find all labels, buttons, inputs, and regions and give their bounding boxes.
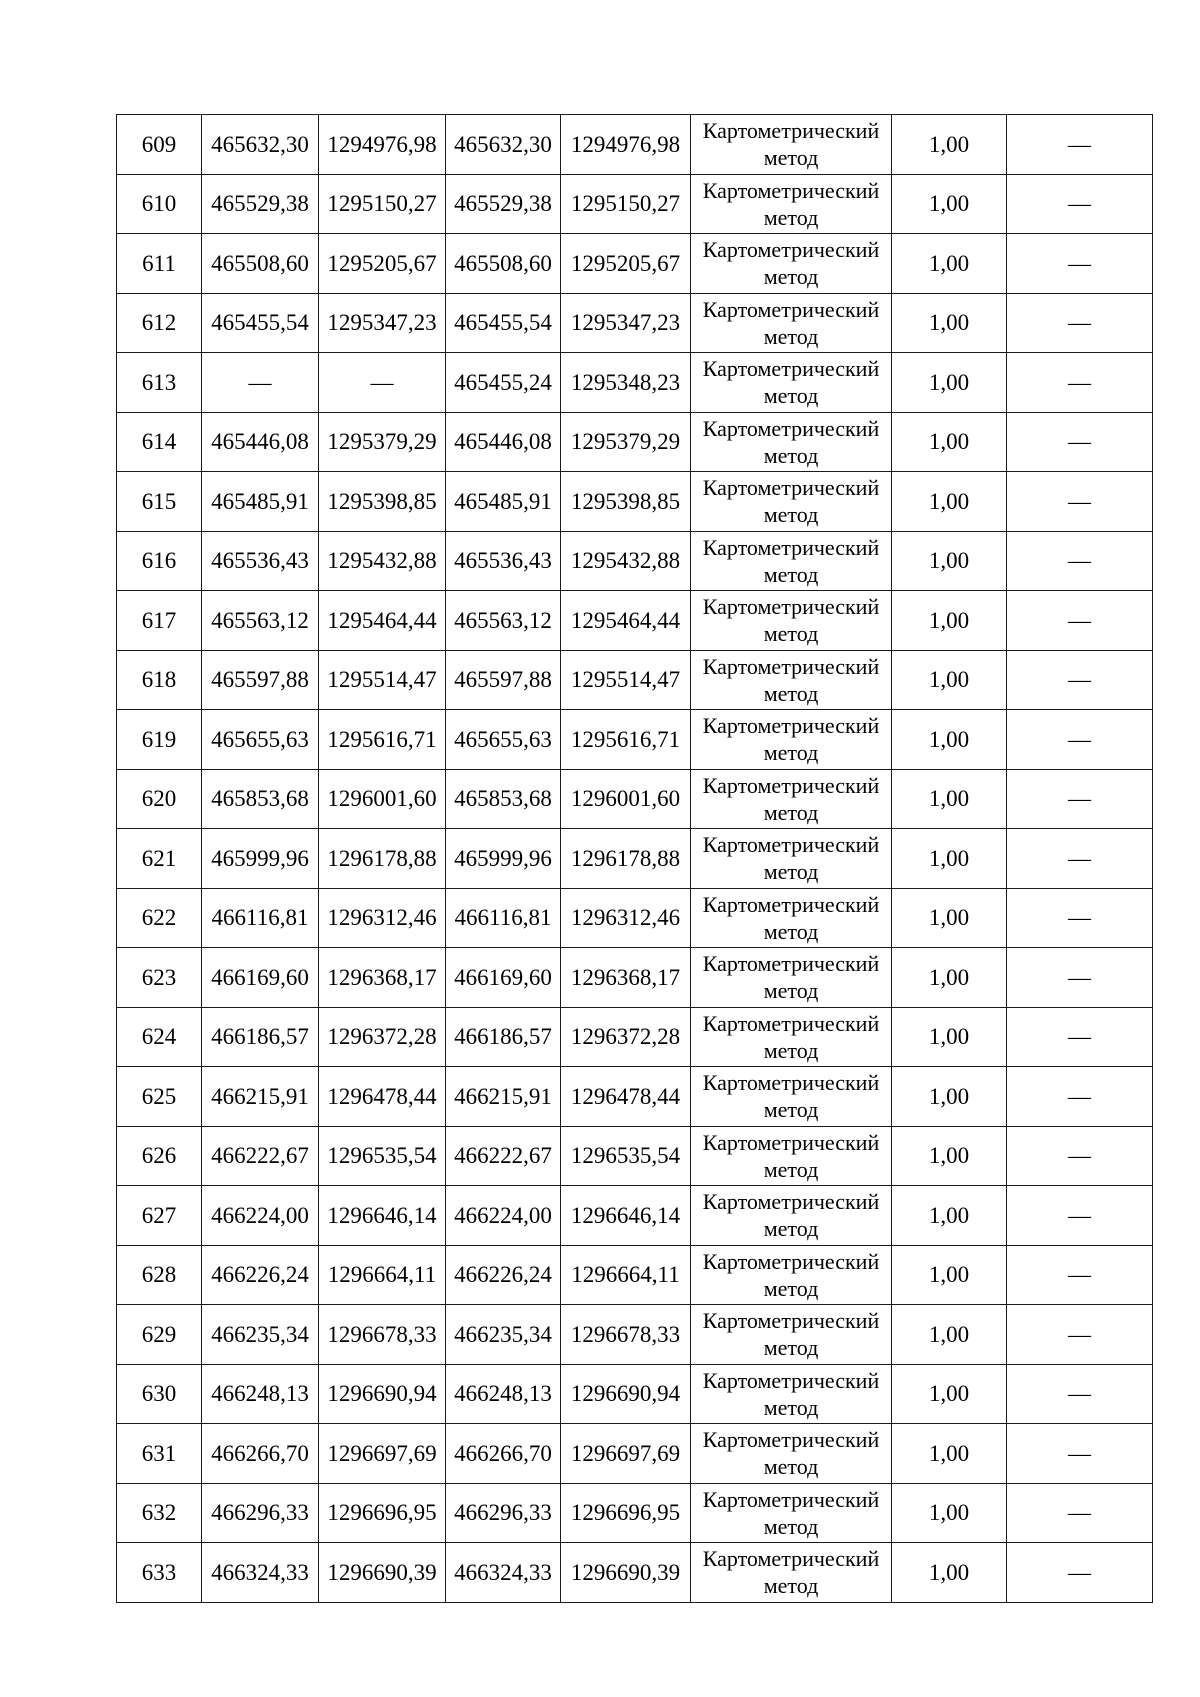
- note-cell: —: [1007, 888, 1153, 948]
- refined-x-cell: 466169,60: [446, 948, 561, 1008]
- refined-x-cell: 466324,33: [446, 1543, 561, 1603]
- method-line-1: Картометрический: [702, 951, 880, 976]
- table-row: [117, 1245, 1153, 1305]
- method-line-1: Картометрический: [702, 296, 880, 322]
- method-line-2: метод: [763, 740, 819, 765]
- refined-y-cell: 1295398,85: [561, 472, 691, 532]
- method-line-1: Картометрический: [702, 534, 880, 560]
- point-number-cell: 632: [117, 1483, 202, 1543]
- existing-x-cell: 466266,70: [202, 1424, 319, 1484]
- method-cell: [691, 1424, 892, 1484]
- method-line-2: метод: [763, 1097, 819, 1122]
- point-number-cell: 614: [117, 412, 202, 472]
- note-cell: —: [1007, 1245, 1153, 1305]
- refined-x-cell: 466224,00: [446, 1186, 561, 1246]
- accuracy-cell: 1,00: [892, 1126, 1007, 1186]
- table-row: [117, 710, 1153, 770]
- point-number-cell: 623: [117, 948, 202, 1008]
- accuracy-cell: 1,00: [892, 1483, 1007, 1543]
- method-line-2: метод: [763, 323, 819, 349]
- note-cell: —: [1007, 710, 1153, 770]
- table-row: [117, 888, 1153, 948]
- note-cell: —: [1007, 1067, 1153, 1127]
- refined-y-cell: 1296678,33: [561, 1305, 691, 1365]
- existing-x-cell: 465655,63: [202, 710, 319, 770]
- note-cell: —: [1007, 1543, 1153, 1603]
- method-cell: [691, 1245, 892, 1305]
- accuracy-cell: 1,00: [892, 1305, 1007, 1365]
- table-row: [117, 412, 1153, 472]
- refined-y-cell: 1296001,60: [561, 769, 691, 829]
- table-row: [117, 591, 1153, 651]
- refined-x-cell: 465508,60: [446, 234, 561, 294]
- note-cell: —: [1007, 115, 1153, 175]
- existing-x-cell: 465563,12: [202, 591, 319, 651]
- table-row: [117, 1424, 1153, 1484]
- method-line-1: Картометрический: [702, 1486, 880, 1512]
- existing-x-cell: —: [202, 353, 319, 413]
- point-number-cell: 629: [117, 1305, 202, 1365]
- point-number-cell: 631: [117, 1424, 202, 1484]
- existing-y-cell: 1296678,33: [319, 1305, 446, 1365]
- existing-x-cell: 466186,57: [202, 1007, 319, 1067]
- accuracy-cell: 1,00: [892, 769, 1007, 829]
- refined-x-cell: 465597,88: [446, 650, 561, 710]
- note-cell: —: [1007, 531, 1153, 591]
- method-line-1: Картометрический: [702, 772, 880, 798]
- method-cell: [691, 710, 892, 770]
- accuracy-cell: 1,00: [892, 353, 1007, 413]
- method-line-1: Картометрический: [702, 1129, 880, 1155]
- note-cell: —: [1007, 1007, 1153, 1067]
- existing-y-cell: 1295347,23: [319, 293, 446, 353]
- point-number-cell: 616: [117, 531, 202, 591]
- accuracy-cell: 1,00: [892, 1245, 1007, 1305]
- refined-y-cell: 1296372,28: [561, 1007, 691, 1067]
- refined-y-cell: 1295432,88: [561, 531, 691, 591]
- refined-x-cell: 465536,43: [446, 531, 561, 591]
- existing-y-cell: 1295205,67: [319, 234, 446, 294]
- existing-y-cell: 1296535,54: [319, 1126, 446, 1186]
- accuracy-cell: 1,00: [892, 1067, 1007, 1127]
- accuracy-cell: 1,00: [892, 293, 1007, 353]
- existing-x-cell: 465485,91: [202, 472, 319, 532]
- table-row: [117, 1007, 1153, 1067]
- table-row: [117, 1186, 1153, 1246]
- existing-x-cell: 466169,60: [202, 948, 319, 1008]
- existing-x-cell: 466248,13: [202, 1364, 319, 1424]
- existing-x-cell: 465999,96: [202, 829, 319, 889]
- refined-x-cell: 465999,96: [446, 829, 561, 889]
- existing-y-cell: 1296178,88: [319, 829, 446, 889]
- method-line-2: метод: [763, 859, 819, 884]
- existing-x-cell: 465853,68: [202, 769, 319, 829]
- note-cell: —: [1007, 174, 1153, 234]
- method-line-2: метод: [763, 204, 819, 230]
- existing-x-cell: 465508,60: [202, 234, 319, 294]
- table-row: [117, 115, 1153, 175]
- point-number-cell: 613: [117, 353, 202, 413]
- method-cell: [691, 293, 892, 353]
- method-line-2: метод: [763, 561, 819, 587]
- note-cell: —: [1007, 591, 1153, 651]
- refined-y-cell: 1296697,69: [561, 1424, 691, 1484]
- point-number-cell: 626: [117, 1126, 202, 1186]
- method-line-1: Картометрический: [702, 1070, 880, 1095]
- existing-y-cell: 1296372,28: [319, 1007, 446, 1067]
- accuracy-cell: 1,00: [892, 115, 1007, 175]
- accuracy-cell: 1,00: [892, 710, 1007, 770]
- method-line-1: Картометрический: [702, 891, 880, 917]
- note-cell: —: [1007, 412, 1153, 472]
- existing-y-cell: 1296664,11: [319, 1245, 446, 1305]
- existing-y-cell: 1295464,44: [319, 591, 446, 651]
- table-row: [117, 353, 1153, 413]
- method-cell: [691, 531, 892, 591]
- accuracy-cell: 1,00: [892, 412, 1007, 472]
- accuracy-cell: 1,00: [892, 234, 1007, 294]
- point-number-cell: 633: [117, 1543, 202, 1603]
- method-cell: [691, 234, 892, 294]
- accuracy-cell: 1,00: [892, 888, 1007, 948]
- existing-y-cell: 1296690,39: [319, 1543, 446, 1603]
- method-line-2: метод: [763, 1216, 819, 1241]
- method-line-2: метод: [763, 918, 819, 944]
- method-cell: [691, 472, 892, 532]
- point-number-cell: 618: [117, 650, 202, 710]
- point-number-cell: 625: [117, 1067, 202, 1127]
- table-row: [117, 174, 1153, 234]
- existing-x-cell: 465455,54: [202, 293, 319, 353]
- accuracy-cell: 1,00: [892, 531, 1007, 591]
- refined-x-cell: 465529,38: [446, 174, 561, 234]
- method-line-1: Картометрический: [702, 1010, 880, 1036]
- refined-y-cell: 1296535,54: [561, 1126, 691, 1186]
- table-row: [117, 531, 1153, 591]
- accuracy-cell: 1,00: [892, 1007, 1007, 1067]
- method-cell: [691, 829, 892, 889]
- method-line-2: метод: [763, 978, 819, 1003]
- note-cell: —: [1007, 829, 1153, 889]
- coordinates-table: [116, 114, 1153, 1603]
- point-number-cell: 611: [117, 234, 202, 294]
- note-cell: —: [1007, 1305, 1153, 1365]
- refined-x-cell: 465455,24: [446, 353, 561, 413]
- refined-y-cell: 1296664,11: [561, 1245, 691, 1305]
- method-line-2: метод: [763, 1394, 819, 1420]
- method-line-1: Картометрический: [702, 713, 880, 738]
- point-number-cell: 615: [117, 472, 202, 532]
- method-line-1: Картометрический: [702, 832, 880, 857]
- method-line-2: метод: [763, 1513, 819, 1539]
- existing-y-cell: 1296690,94: [319, 1364, 446, 1424]
- note-cell: —: [1007, 353, 1153, 413]
- refined-x-cell: 466116,81: [446, 888, 561, 948]
- existing-x-cell: 465597,88: [202, 650, 319, 710]
- refined-y-cell: 1295150,27: [561, 174, 691, 234]
- refined-x-cell: 465853,68: [446, 769, 561, 829]
- refined-x-cell: 466266,70: [446, 1424, 561, 1484]
- existing-y-cell: 1295379,29: [319, 412, 446, 472]
- method-cell: [691, 1007, 892, 1067]
- method-line-1: Картометрический: [702, 356, 880, 381]
- point-number-cell: 630: [117, 1364, 202, 1424]
- refined-x-cell: 465446,08: [446, 412, 561, 472]
- method-line-1: Картометрический: [702, 1248, 880, 1274]
- method-cell: [691, 650, 892, 710]
- existing-y-cell: 1295432,88: [319, 531, 446, 591]
- note-cell: —: [1007, 472, 1153, 532]
- accuracy-cell: 1,00: [892, 174, 1007, 234]
- note-cell: —: [1007, 650, 1153, 710]
- table-row: [117, 1126, 1153, 1186]
- existing-x-cell: 466222,67: [202, 1126, 319, 1186]
- accuracy-cell: 1,00: [892, 591, 1007, 651]
- existing-x-cell: 466226,24: [202, 1245, 319, 1305]
- method-line-1: Картометрический: [702, 1427, 880, 1452]
- table-row: [117, 1364, 1153, 1424]
- refined-y-cell: 1295616,71: [561, 710, 691, 770]
- point-number-cell: 619: [117, 710, 202, 770]
- accuracy-cell: 1,00: [892, 650, 1007, 710]
- point-number-cell: 609: [117, 115, 202, 175]
- refined-x-cell: 466248,13: [446, 1364, 561, 1424]
- method-line-2: метод: [763, 1573, 819, 1598]
- method-line-2: метод: [763, 1275, 819, 1301]
- existing-y-cell: 1296368,17: [319, 948, 446, 1008]
- refined-x-cell: 465485,91: [446, 472, 561, 532]
- refined-y-cell: 1296696,95: [561, 1483, 691, 1543]
- refined-x-cell: 466235,34: [446, 1305, 561, 1365]
- note-cell: —: [1007, 948, 1153, 1008]
- note-cell: —: [1007, 1483, 1153, 1543]
- refined-x-cell: 466215,91: [446, 1067, 561, 1127]
- refined-x-cell: 466226,24: [446, 1245, 561, 1305]
- point-number-cell: 610: [117, 174, 202, 234]
- table-row: [117, 769, 1153, 829]
- existing-x-cell: 465446,08: [202, 412, 319, 472]
- table-body: [117, 115, 1153, 1603]
- method-line-2: метод: [763, 799, 819, 825]
- point-number-cell: 624: [117, 1007, 202, 1067]
- method-line-2: метод: [763, 680, 819, 706]
- existing-x-cell: 466215,91: [202, 1067, 319, 1127]
- note-cell: —: [1007, 769, 1153, 829]
- method-line-2: метод: [763, 1454, 819, 1479]
- existing-y-cell: —: [319, 353, 446, 413]
- method-cell: [691, 1186, 892, 1246]
- method-cell: [691, 1483, 892, 1543]
- existing-x-cell: 466235,34: [202, 1305, 319, 1365]
- method-line-2: метод: [763, 264, 819, 289]
- existing-y-cell: 1296697,69: [319, 1424, 446, 1484]
- refined-y-cell: 1295205,67: [561, 234, 691, 294]
- note-cell: —: [1007, 1126, 1153, 1186]
- method-line-2: метод: [763, 442, 819, 468]
- method-cell: [691, 1364, 892, 1424]
- method-line-1: Картометрический: [702, 1308, 880, 1333]
- method-line-1: Картометрический: [702, 475, 880, 500]
- method-line-1: Картометрический: [702, 1367, 880, 1393]
- existing-x-cell: 465536,43: [202, 531, 319, 591]
- accuracy-cell: 1,00: [892, 1364, 1007, 1424]
- point-number-cell: 628: [117, 1245, 202, 1305]
- method-cell: [691, 174, 892, 234]
- method-line-1: Картометрический: [702, 415, 880, 441]
- method-line-2: метод: [763, 1156, 819, 1182]
- accuracy-cell: 1,00: [892, 1543, 1007, 1603]
- method-cell: [691, 1067, 892, 1127]
- point-number-cell: 612: [117, 293, 202, 353]
- table-row: [117, 948, 1153, 1008]
- refined-x-cell: 465455,54: [446, 293, 561, 353]
- existing-y-cell: 1295150,27: [319, 174, 446, 234]
- existing-x-cell: 466116,81: [202, 888, 319, 948]
- refined-y-cell: 1296690,94: [561, 1364, 691, 1424]
- method-line-1: Картометрический: [702, 653, 880, 679]
- accuracy-cell: 1,00: [892, 948, 1007, 1008]
- method-line-2: метод: [763, 383, 819, 408]
- table-row: [117, 829, 1153, 889]
- existing-x-cell: 466324,33: [202, 1543, 319, 1603]
- refined-x-cell: 466186,57: [446, 1007, 561, 1067]
- refined-y-cell: 1294976,98: [561, 115, 691, 175]
- method-line-1: Картометрический: [702, 237, 880, 262]
- note-cell: —: [1007, 234, 1153, 294]
- method-cell: [691, 115, 892, 175]
- table-row: [117, 1067, 1153, 1127]
- refined-x-cell: 465563,12: [446, 591, 561, 651]
- existing-y-cell: 1294976,98: [319, 115, 446, 175]
- refined-y-cell: 1296690,39: [561, 1543, 691, 1603]
- method-line-1: Картометрический: [702, 118, 880, 143]
- method-line-1: Картометрический: [702, 177, 880, 203]
- refined-x-cell: 466296,33: [446, 1483, 561, 1543]
- existing-y-cell: 1296646,14: [319, 1186, 446, 1246]
- method-cell: [691, 1126, 892, 1186]
- note-cell: —: [1007, 1424, 1153, 1484]
- method-line-1: Картометрический: [702, 1546, 880, 1571]
- refined-y-cell: 1295347,23: [561, 293, 691, 353]
- existing-x-cell: 465529,38: [202, 174, 319, 234]
- refined-y-cell: 1296178,88: [561, 829, 691, 889]
- method-line-1: Картометрический: [702, 594, 880, 619]
- table-row: [117, 650, 1153, 710]
- method-line-2: метод: [763, 1335, 819, 1360]
- existing-y-cell: 1296478,44: [319, 1067, 446, 1127]
- note-cell: —: [1007, 1364, 1153, 1424]
- method-cell: [691, 1305, 892, 1365]
- table-row: [117, 472, 1153, 532]
- method-cell: [691, 948, 892, 1008]
- existing-y-cell: 1295398,85: [319, 472, 446, 532]
- refined-y-cell: 1296478,44: [561, 1067, 691, 1127]
- method-line-1: Картометрический: [702, 1189, 880, 1214]
- existing-y-cell: 1296001,60: [319, 769, 446, 829]
- existing-y-cell: 1295514,47: [319, 650, 446, 710]
- point-number-cell: 617: [117, 591, 202, 651]
- method-cell: [691, 591, 892, 651]
- refined-y-cell: 1296368,17: [561, 948, 691, 1008]
- table-row: [117, 1543, 1153, 1603]
- note-cell: —: [1007, 1186, 1153, 1246]
- refined-x-cell: 465632,30: [446, 115, 561, 175]
- method-line-2: метод: [763, 502, 819, 527]
- method-cell: [691, 353, 892, 413]
- method-cell: [691, 412, 892, 472]
- point-number-cell: 627: [117, 1186, 202, 1246]
- refined-x-cell: 465655,63: [446, 710, 561, 770]
- refined-y-cell: 1295348,23: [561, 353, 691, 413]
- refined-y-cell: 1295514,47: [561, 650, 691, 710]
- accuracy-cell: 1,00: [892, 829, 1007, 889]
- method-line-2: метод: [763, 621, 819, 646]
- refined-x-cell: 466222,67: [446, 1126, 561, 1186]
- point-number-cell: 621: [117, 829, 202, 889]
- method-cell: [691, 769, 892, 829]
- accuracy-cell: 1,00: [892, 1186, 1007, 1246]
- note-cell: —: [1007, 293, 1153, 353]
- method-line-2: метод: [763, 1037, 819, 1063]
- existing-x-cell: 466224,00: [202, 1186, 319, 1246]
- method-cell: [691, 888, 892, 948]
- method-line-2: метод: [763, 145, 819, 170]
- table-row: [117, 293, 1153, 353]
- existing-y-cell: 1296312,46: [319, 888, 446, 948]
- refined-y-cell: 1296646,14: [561, 1186, 691, 1246]
- refined-y-cell: 1295379,29: [561, 412, 691, 472]
- existing-y-cell: 1295616,71: [319, 710, 446, 770]
- accuracy-cell: 1,00: [892, 472, 1007, 532]
- point-number-cell: 622: [117, 888, 202, 948]
- existing-x-cell: 466296,33: [202, 1483, 319, 1543]
- table-row: [117, 1483, 1153, 1543]
- point-number-cell: 620: [117, 769, 202, 829]
- method-cell: [691, 1543, 892, 1603]
- table-row: [117, 234, 1153, 294]
- existing-y-cell: 1296696,95: [319, 1483, 446, 1543]
- refined-y-cell: 1295464,44: [561, 591, 691, 651]
- accuracy-cell: 1,00: [892, 1424, 1007, 1484]
- refined-y-cell: 1296312,46: [561, 888, 691, 948]
- existing-x-cell: 465632,30: [202, 115, 319, 175]
- table-row: [117, 1305, 1153, 1365]
